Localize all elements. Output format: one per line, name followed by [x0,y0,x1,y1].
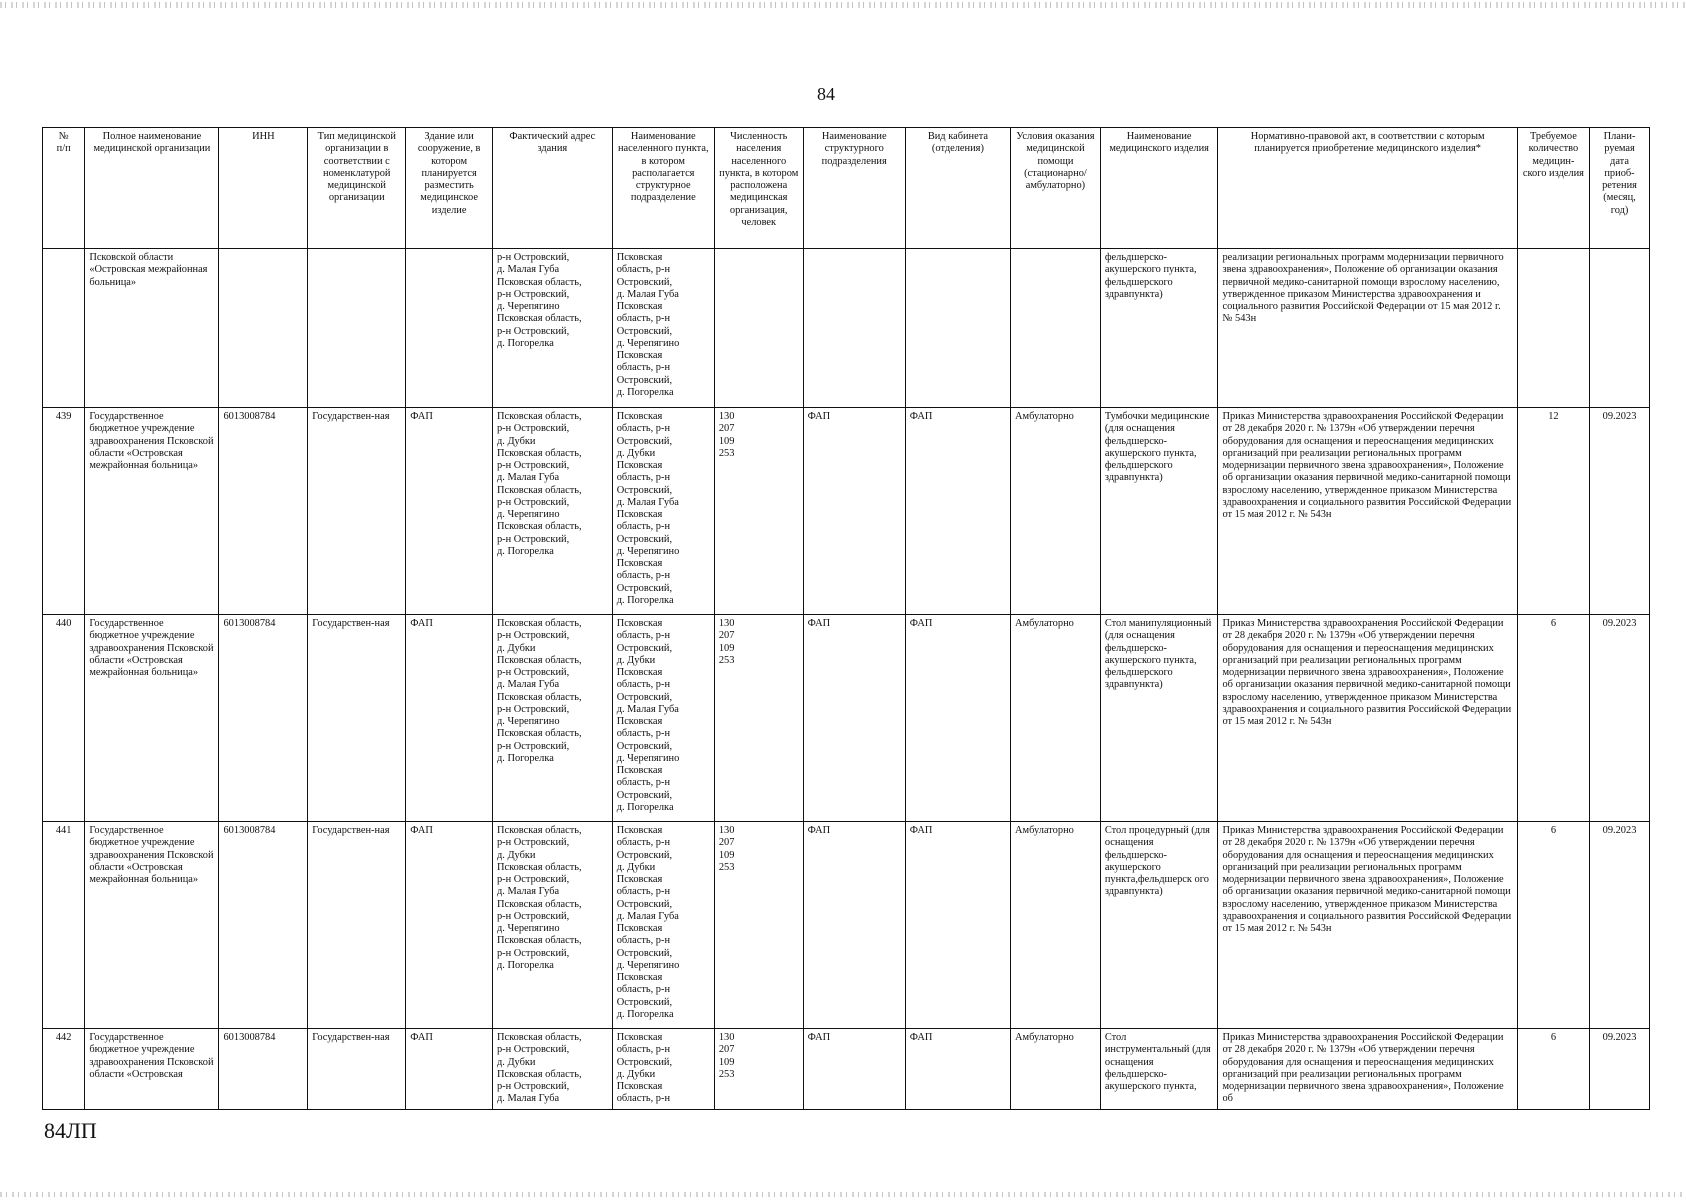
cell-device: Тумбочки медицинские (для оснащения фельдшерско-акушерского пункта, фельдшерского здравпункта) [1100,408,1218,615]
cell-settlement: Псковская область, р-н Островский, д. Дубки Псковская область, р-н Островский, д. Малая Губа Псковская область, р-н Островский, д. Черепягино Псковская область, р-н Островский, д. Погорелка [612,408,714,615]
cell-org: Государственное бюджетное учреждение здравоохранения Псковской области «Островская [85,1029,219,1110]
cell-date [1590,249,1650,408]
cell-act: Приказ Министерства здравоохранения Российской Федерации от 28 декабря 2020 г. № 1379н «Об утверждении перечня оборудования для оснащения и переоснащения медицинских организаций при реализации региональных программ модернизации первичного звена здравоохранения», Положение об организации оказания первичной медико-санитарной помощи взрослому населению, утвержденное приказом Министерства здравоохранения и социального развития Российской Федерации от 15 мая 2012 г. № 543н [1218,615,1517,822]
cell-building: ФАП [406,822,493,1029]
cell-population: 130 207 109 253 [714,822,803,1029]
cell-org: Псковской области «Островская межрайонная больница» [85,249,219,408]
cell-qty: 6 [1517,1029,1589,1110]
cell-qty [1517,249,1589,408]
cell-qty: 6 [1517,822,1589,1029]
cell-type: Государствен-ная [308,408,406,615]
cell-qty: 12 [1517,408,1589,615]
cell-no: 441 [43,822,85,1029]
header-act: Нормативно-правовой акт, в соответствии с которым планируется приобретение медицинского изделия* [1218,128,1517,249]
cell-inn: 6013008784 [219,822,308,1029]
cell-address: Псковская область, р-н Островский, д. Дубки Псковская область, р-н Островский, д. Малая Губа Псковская область, р-н Островский, д. Черепягино Псковская область, р-н Островский, д. Погорелка [492,615,612,822]
cell-population: 130 207 109 253 [714,1029,803,1110]
cell-conditions: Амбулаторно [1011,615,1101,822]
cell-population: 130 207 109 253 [714,615,803,822]
cell-address: р-н Островский, д. Малая Губа Псковская область, р-н Островский, д. Черепягино Псковская область, р-н Островский, д. Погорелка [492,249,612,408]
cell-settlement: Псковская область, р-н Островский, д. Малая Губа Псковская область, р-н Островский, д. Черепягино Псковская область, р-н Островский, д. Погорелка [612,249,714,408]
cell-building: ФАП [406,408,493,615]
cell-inn: 6013008784 [219,615,308,822]
cell-date: 09.2023 [1590,408,1650,615]
cell-act: реализации региональных программ модернизации первичного звена здравоохранения», Положение об организации оказания первичной медико-санитарной помощи взрослому населению, утвержденное приказом Министерства здравоохранения и социального развития Российской Федерации от 15 мая 2012 г. № 543н [1218,249,1517,408]
cell-settlement: Псковская область, р-н Островский, д. Дубки Псковская область, р-н Островский, д. Малая Губа Псковская область, р-н Островский, д. Черепягино Псковская область, р-н Островский, д. Погорелка [612,822,714,1029]
cell-org: Государственное бюджетное учреждение здравоохранения Псковской области «Островская межрайонная больница» [85,408,219,615]
cell-cabinet: ФАП [905,408,1010,615]
cell-device: Стол манипуляционный (для оснащения фельдшерско-акушерского пункта, фельдшерского здравпункта) [1100,615,1218,822]
cell-inn: 6013008784 [219,1029,308,1110]
table-row [43,615,1650,822]
page-number: 84 [817,84,835,104]
cell-conditions [1011,249,1101,408]
header-address: Фактический адрес здания [492,128,612,249]
cell-cabinet [905,249,1010,408]
header-date: Плани-руемая дата приоб-ретения (месяц, год) [1590,128,1650,249]
cell-settlement: Псковская область, р-н Островский, д. Дубки Псковская область, р-н Островский, д. Малая Губа Псковская область, р-н Островский, д. Черепягино Псковская область, р-н Островский, д. Погорелка [612,615,714,822]
cell-act: Приказ Министерства здравоохранения Российской Федерации от 28 декабря 2020 г. № 1379н «Об утверждении перечня оборудования для оснащения и переоснащения медицинских организаций при реализации региональных программ модернизации первичного звена здравоохранения», Положение об организации оказания первичной медико-санитарной помощи взрослому населению, утвержденное приказом Министерства здравоохранения и социального развития Российской Федерации от 15 мая 2012 г. № 543н [1218,408,1517,615]
cell-building [406,249,493,408]
cell-address: Псковская область, р-н Островский, д. Дубки Псковская область, р-н Островский, д. Малая Губа [492,1029,612,1110]
table-row [43,1029,1650,1110]
header-type: Тип медицинской организации в соответствии с номенклатурой медицинской организации [308,128,406,249]
header-settlement: Наименование населенного пункта, в котором располагается структурное подразделение [612,128,714,249]
cell-type: Государствен-ная [308,1029,406,1110]
cell-no: 440 [43,615,85,822]
cell-org: Государственное бюджетное учреждение здравоохранения Псковской области «Островская межрайонная больница» [85,615,219,822]
header-org: Полное наименование медицинской организации [85,128,219,249]
cell-cabinet: ФАП [905,1029,1010,1110]
cell-unit [803,249,905,408]
header-inn: ИНН [219,128,308,249]
header-unit: Наименование структурного подразделения [803,128,905,249]
cell-unit: ФАП [803,615,905,822]
header-qty: Требуемое количество медицин-ского изделия [1517,128,1589,249]
footer-mark: 84ЛП [44,1118,97,1143]
table-row [43,408,1650,615]
table-row [43,822,1650,1029]
cell-device: фельдшерско-акушерского пункта, фельдшерского здравпункта) [1100,249,1218,408]
cell-building: ФАП [406,615,493,822]
cell-act: Приказ Министерства здравоохранения Российской Федерации от 28 декабря 2020 г. № 1379н «Об утверждении перечня оборудования для оснащения и переоснащения медицинских организаций при реализации региональных программ модернизации первичного звена здравоохранения», Положение об [1218,1029,1517,1110]
header-no: № п/п [43,128,85,249]
cell-conditions: Амбулаторно [1011,822,1101,1029]
cell-device: Стол инструментальный (для оснащения фельдшерско-акушерского пункта, [1100,1029,1218,1110]
table-header-row [43,128,1650,249]
cell-inn [219,249,308,408]
header-population: Численность населения населенного пункта, в котором расположена медицинская организация, человек [714,128,803,249]
cell-date: 09.2023 [1590,1029,1650,1110]
cell-address: Псковская область, р-н Островский, д. Дубки Псковская область, р-н Островский, д. Малая Губа Псковская область, р-н Островский, д. Черепягино Псковская область, р-н Островский, д. Погорелка [492,408,612,615]
header-conditions: Условия оказания медицинской помощи (стационарно/ амбулаторно) [1011,128,1101,249]
cell-date: 09.2023 [1590,822,1650,1029]
cell-cabinet: ФАП [905,822,1010,1029]
cell-address: Псковская область, р-н Островский, д. Дубки Псковская область, р-н Островский, д. Малая Губа Псковская область, р-н Островский, д. Черепягино Псковская область, р-н Островский, д. Погорелка [492,822,612,1029]
cell-inn: 6013008784 [219,408,308,615]
cell-conditions: Амбулаторно [1011,1029,1101,1110]
cell-type: Государствен-ная [308,615,406,822]
cell-no: 442 [43,1029,85,1110]
cell-population [714,249,803,408]
table-row [43,249,1650,408]
equipment-table [42,127,1650,1110]
cell-qty: 6 [1517,615,1589,822]
cell-unit: ФАП [803,1029,905,1110]
cell-no [43,249,85,408]
cell-device: Стол процедурный (для оснащения фельдшерско-акушерского пункта,фельдшерск ого здравпункта) [1100,822,1218,1029]
cell-type: Государствен-ная [308,822,406,1029]
header-building: Здание или сооружение, в котором планируется разместить медицинское изделие [406,128,493,249]
cell-org: Государственное бюджетное учреждение здравоохранения Псковской области «Островская межрайонная больница» [85,822,219,1029]
cell-type [308,249,406,408]
cell-conditions: Амбулаторно [1011,408,1101,615]
cell-date: 09.2023 [1590,615,1650,822]
cell-unit: ФАП [803,408,905,615]
cell-no: 439 [43,408,85,615]
cell-settlement: Псковская область, р-н Островский, д. Дубки Псковская область, р-н [612,1029,714,1110]
cell-unit: ФАП [803,822,905,1029]
cell-cabinet: ФАП [905,615,1010,822]
scan-edge-top [0,2,1686,8]
cell-population: 130 207 109 253 [714,408,803,615]
scan-edge-bottom [0,1192,1686,1197]
cell-act: Приказ Министерства здравоохранения Российской Федерации от 28 декабря 2020 г. № 1379н «Об утверждении перечня оборудования для оснащения и переоснащения медицинских организаций при реализации региональных программ модернизации первичного звена здравоохранения», Положение об организации оказания первичной медико-санитарной помощи взрослому населению, утвержденное приказом Министерства здравоохранения и социального развития Российской Федерации от 15 мая 2012 г. № 543н [1218,822,1517,1029]
cell-building: ФАП [406,1029,493,1110]
header-cabinet: Вид кабинета (отделения) [905,128,1010,249]
header-device: Наименование медицинского изделия [1100,128,1218,249]
